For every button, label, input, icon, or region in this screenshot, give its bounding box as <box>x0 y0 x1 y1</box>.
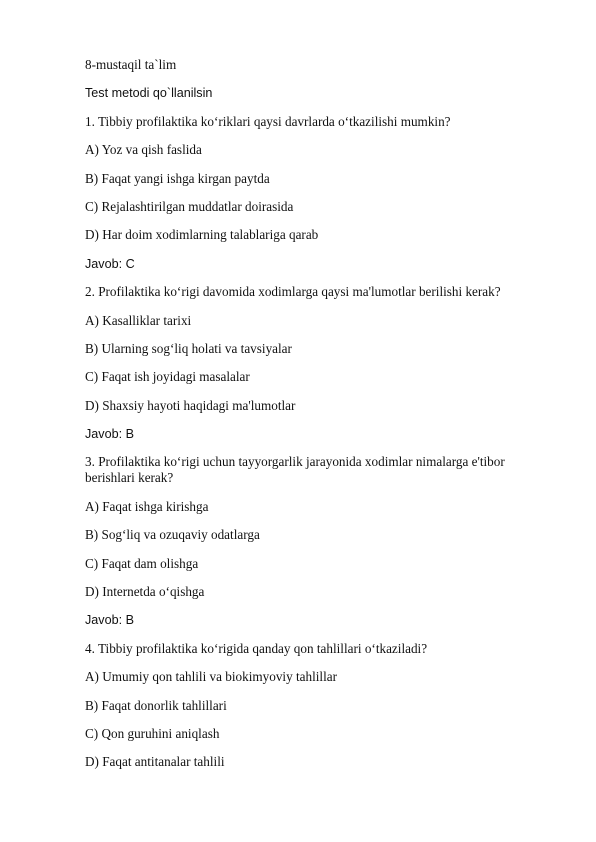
question-1-answer: Javob: C <box>85 256 135 271</box>
question-3-option-d: D) Internetda o‘qishga <box>85 584 205 600</box>
question-3-option-b: B) Sog‘liq va ozuqaviy odatlarga <box>85 527 260 543</box>
question-2-option-d: D) Shaxsiy hayoti haqidagi ma'lumotlar <box>85 397 296 413</box>
question-4-option-a: A) Umumiy qon tahlili va biokimyoviy tahlillar <box>85 669 337 685</box>
question-1-option-a: A) Yoz va qish faslida <box>85 142 202 158</box>
question-4-option-b: B) Faqat donorlik tahlillari <box>85 697 227 713</box>
question-2-text: 2. Profilaktika ko‘rigi davomida xodimlarga qaysi ma'lumotlar berilishi kerak? <box>85 284 501 300</box>
document-title: 8-mustaqil ta`lim <box>85 57 177 72</box>
question-1-text: 1. Tibbiy profilaktika ko‘riklari qaysi davrlarda o‘tkazilishi mumkin? <box>85 113 451 129</box>
question-2-option-b: B) Ularning sog‘liq holati va tavsiyalar <box>85 340 292 356</box>
document-subtitle: Test metodi qo`llanilsin <box>85 86 213 101</box>
question-2-option-c: C) Faqat ish joyidagi masalalar <box>85 369 250 385</box>
question-3-option-a: A) Faqat ishga kirishga <box>85 498 209 514</box>
document-page <box>85 57 535 783</box>
question-4-option-d: D) Faqat antitanalar tahlili <box>85 754 225 770</box>
question-3-answer: Javob: B <box>85 613 135 628</box>
question-3-text: 3. Profilaktika ko‘rigi uchun tayyorgarlik jarayonida xodimlar nimalarga e'tibor berishlari kerak? <box>85 454 505 486</box>
question-4-text: 4. Tibbiy profilaktika ko‘rigida qanday qon tahlillari o‘tkaziladi? <box>85 640 428 656</box>
question-1-option-d: D) Har doim xodimlarning talablariga qarab <box>85 227 319 243</box>
question-1-option-c: C) Rejalashtirilgan muddatlar doirasida <box>85 198 294 214</box>
question-3-option-c: C) Faqat dam olishga <box>85 555 199 571</box>
question-4-option-c: C) Qon guruhini aniqlash <box>85 725 220 741</box>
question-2-option-a: A) Kasalliklar tarixi <box>85 312 192 328</box>
question-1-option-b: B) Faqat yangi ishga kirgan paytda <box>85 170 270 186</box>
question-2-answer: Javob: B <box>85 427 135 442</box>
